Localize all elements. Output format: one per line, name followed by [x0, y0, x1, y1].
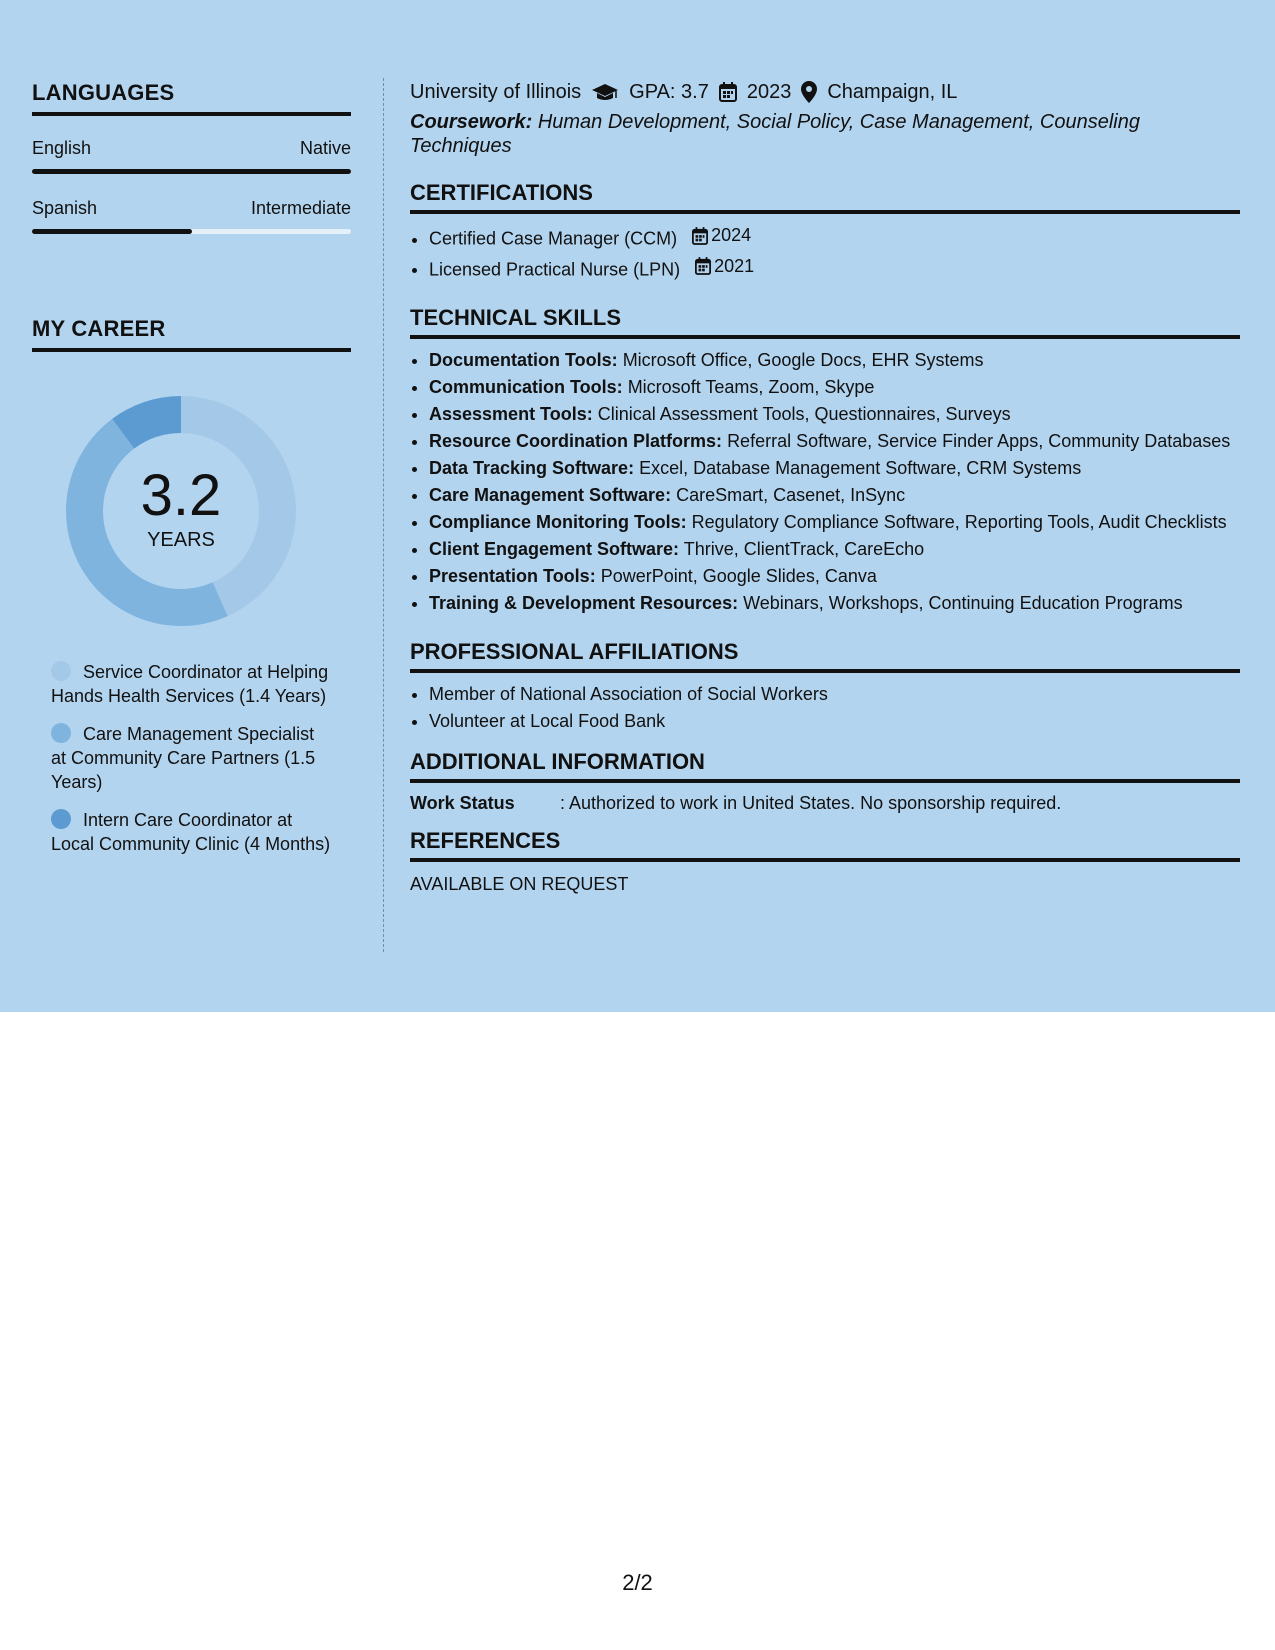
- skill-value: CareSmart, Casenet, InSync: [676, 485, 906, 505]
- certification-name: Certified Case Manager (CCM): [429, 228, 678, 249]
- skill-value: Thrive, ClientTrack, CareEcho: [683, 539, 925, 559]
- language-level: Native: [299, 138, 351, 158]
- education-location: Champaign, IL: [827, 80, 958, 103]
- career-legend-item: [51, 722, 331, 794]
- skill-item: [429, 509, 1240, 536]
- certification-year: 2024: [711, 225, 752, 245]
- coursework-label: Coursework:: [410, 111, 533, 133]
- education-school: University of Illinois: [410, 80, 582, 103]
- coursework-list: Human Development, Social Policy, Case Management, Counseling Techniques: [410, 111, 1140, 157]
- additional-info-heading: ADDITIONAL INFORMATION: [410, 749, 1240, 783]
- skill-label: Resource Coordination Platforms:: [429, 431, 723, 451]
- skill-value: Clinical Assessment Tools, Questionnaires, Surveys: [597, 404, 1011, 424]
- career-legend: [51, 660, 331, 856]
- left-column: [32, 80, 351, 870]
- education-coursework: [410, 110, 1240, 158]
- affiliation-item: • Volunteer at Local Food Bank: [429, 708, 1240, 735]
- skill-label: Data Tracking Software:: [429, 458, 635, 478]
- career-total-value: 3.2: [140, 462, 222, 528]
- skill-value: PowerPoint, Google Slides, Canva: [600, 566, 877, 586]
- affiliations-list: [410, 681, 1240, 735]
- legend-dot-icon: [51, 661, 71, 681]
- skill-item: [429, 536, 1240, 563]
- additional-info-section: [410, 749, 1240, 814]
- skill-value: Microsoft Teams, Zoom, Skype: [627, 377, 875, 397]
- skill-label: Assessment Tools:: [429, 404, 593, 424]
- skill-item: [429, 563, 1240, 590]
- skill-value: Excel, Database Management Software, CRM Systems: [639, 458, 1082, 478]
- career-entry-label: Intern Care Coordinator at Local Community Clinic (4 Months): [51, 810, 331, 854]
- language-proficiency-fill: [32, 229, 192, 234]
- career-donut-center: [66, 396, 296, 626]
- skill-value: Regulatory Compliance Software, Reporting Tools, Audit Checklists: [691, 512, 1227, 532]
- skill-label: Training & Development Resources:: [429, 593, 739, 613]
- calendar-icon: [719, 82, 737, 102]
- certification-year: 2021: [714, 255, 755, 276]
- skill-label: Documentation Tools:: [429, 350, 618, 370]
- affiliation-item: • Member of National Association of Social Workers: [429, 681, 1240, 708]
- skill-item: [429, 374, 1240, 401]
- skill-item: [429, 347, 1240, 374]
- skill-item: [429, 455, 1240, 482]
- skill-value: Webinars, Workshops, Continuing Education Programs: [743, 593, 1183, 613]
- career-legend-item: [51, 660, 331, 708]
- graduation-cap-icon: [591, 82, 619, 102]
- skill-item: [429, 428, 1240, 455]
- certifications-list: [410, 222, 1240, 283]
- skill-item: [429, 401, 1240, 428]
- career-donut-chart: [66, 396, 296, 626]
- language-level: Intermediate: [250, 198, 351, 218]
- education-gpa: GPA: 3.7: [629, 80, 709, 103]
- certification-item: [429, 253, 1240, 284]
- legend-dot-icon: [51, 809, 71, 829]
- technical-skills-heading: TECHNICAL SKILLS: [410, 305, 1240, 339]
- skill-label: Compliance Monitoring Tools:: [429, 512, 687, 532]
- skill-label: Presentation Tools:: [429, 566, 596, 586]
- skill-label: Client Engagement Software:: [429, 539, 680, 559]
- certification-item: [429, 222, 1240, 253]
- career-entry-label: Service Coordinator at Helping Hands Health Services (1.4 Years): [51, 662, 329, 706]
- page-number: 2/2: [622, 1570, 653, 1595]
- calendar-icon: [692, 227, 708, 245]
- language-item: [32, 198, 351, 234]
- work-status-label: Work Status: [410, 793, 515, 813]
- technical-skills-list: [410, 347, 1240, 617]
- language-name: Spanish: [32, 198, 98, 218]
- calendar-icon: [695, 257, 711, 275]
- references-section: [410, 828, 1240, 895]
- references-heading: REFERENCES: [410, 828, 1240, 862]
- technical-skills-section: [410, 305, 1240, 617]
- certifications-section: [410, 180, 1240, 283]
- work-status-value: : Authorized to work in United States. No sponsorship required.: [560, 793, 1062, 813]
- right-column: [410, 78, 1240, 895]
- career-heading: MY CAREER: [32, 316, 351, 352]
- language-name: English: [32, 138, 92, 158]
- career-legend-item: [51, 808, 331, 856]
- skill-item: [429, 482, 1240, 509]
- language-item: [32, 138, 351, 174]
- skill-item: [429, 590, 1240, 617]
- certifications-heading: CERTIFICATIONS: [410, 180, 1240, 214]
- legend-dot-icon: [51, 723, 71, 743]
- affiliations-section: [410, 639, 1240, 735]
- references-text: AVAILABLE ON REQUEST: [410, 874, 629, 894]
- language-proficiency-fill: [32, 169, 351, 174]
- language-proficiency-bar: [32, 229, 351, 234]
- affiliations-heading: PROFESSIONAL AFFILIATIONS: [410, 639, 1240, 673]
- certification-name: Licensed Practical Nurse (LPN): [429, 259, 681, 279]
- map-pin-icon: [801, 81, 817, 103]
- skill-label: Care Management Software:: [429, 485, 672, 505]
- education-year: 2023: [746, 80, 792, 103]
- skill-label: Communication Tools:: [429, 377, 623, 397]
- language-proficiency-bar: [32, 169, 351, 174]
- languages-heading: LANGUAGES: [32, 80, 351, 116]
- skill-value: Referral Software, Service Finder Apps, Community Databases: [727, 431, 1231, 451]
- education-line: [410, 78, 1240, 106]
- career-total-unit: YEARS: [147, 528, 215, 551]
- career-entry-label: Care Management Specialist at Community Care Partners (1.5 Years): [51, 724, 316, 792]
- skill-value: Microsoft Office, Google Docs, EHR Systems: [622, 350, 984, 370]
- column-divider: [383, 78, 384, 952]
- work-status-row: [410, 793, 1240, 814]
